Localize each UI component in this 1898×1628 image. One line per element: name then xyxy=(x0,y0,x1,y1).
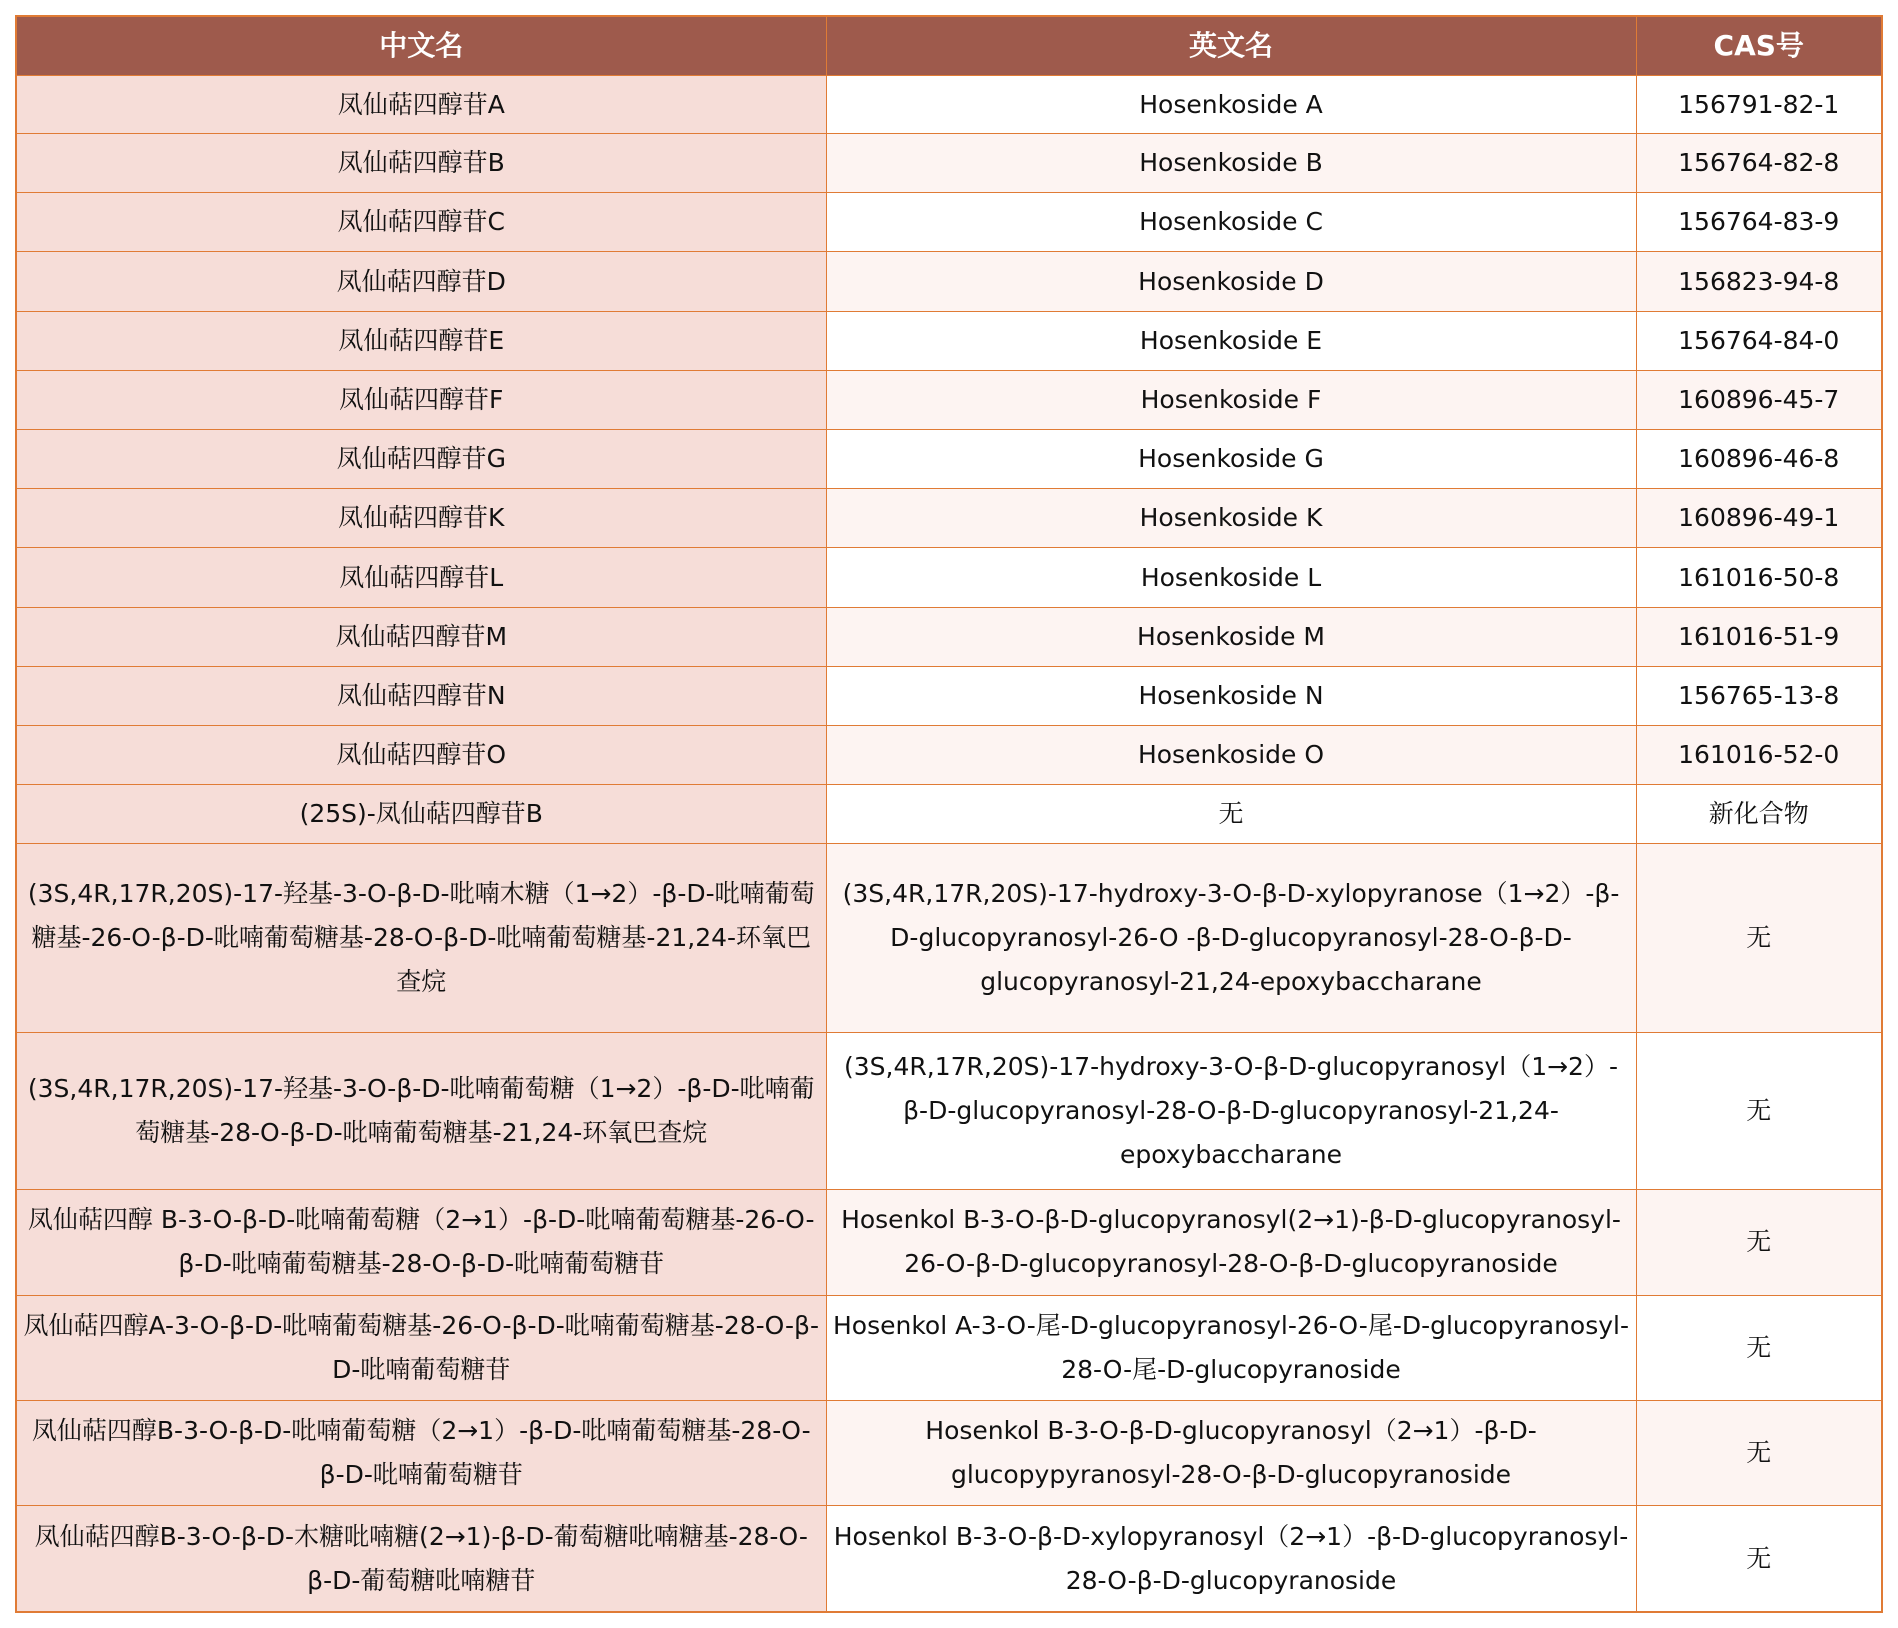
cas-number-cell: 156764-84-0 xyxy=(1636,311,1882,370)
cas-number-cell: 161016-52-0 xyxy=(1636,726,1882,785)
chinese-name-cell: 凤仙萜四醇苷O xyxy=(16,726,826,785)
cas-number-cell: 160896-46-8 xyxy=(1636,430,1882,489)
table-row xyxy=(16,252,1882,311)
english-name-cell: 无 xyxy=(826,785,1636,844)
cas-number-cell: 无 xyxy=(1636,844,1882,1032)
table-row xyxy=(16,666,1882,725)
table-row xyxy=(16,76,1882,134)
cas-number-cell: 160896-45-7 xyxy=(1636,370,1882,429)
chinese-name-cell: 凤仙萜四醇苷C xyxy=(16,193,826,252)
cas-number-cell: 无 xyxy=(1636,1506,1882,1612)
table-body xyxy=(16,76,1882,1613)
english-name-cell: Hosenkoside C xyxy=(826,193,1636,252)
table-row xyxy=(16,193,1882,252)
table-row xyxy=(16,726,1882,785)
chinese-name-cell: 凤仙萜四醇苷K xyxy=(16,489,826,548)
english-name-cell: Hosenkol B-3-O-β-D-glucopyranosyl（2→1）-β-D-glucopypyranosyl-28-O-β-D-glucopyranoside xyxy=(826,1401,1636,1506)
cas-number-cell: 156764-83-9 xyxy=(1636,193,1882,252)
chinese-name-cell: 凤仙萜四醇苷G xyxy=(16,430,826,489)
cas-number-cell: 156823-94-8 xyxy=(1636,252,1882,311)
cas-number-cell: 无 xyxy=(1636,1401,1882,1506)
cas-number-cell: 161016-51-9 xyxy=(1636,607,1882,666)
table-row xyxy=(16,548,1882,607)
english-name-cell: Hosenkol B-3-O-β-D-xylopyranosyl（2→1）-β-D-glucopyranosyl-28-O-β-D-glucopyranoside xyxy=(826,1506,1636,1612)
chinese-name-cell: 凤仙萜四醇苷F xyxy=(16,370,826,429)
chinese-name-cell: 凤仙萜四醇苷M xyxy=(16,607,826,666)
table-row xyxy=(16,1295,1882,1400)
header-cas-number: CAS号 xyxy=(1636,16,1882,76)
compound-table xyxy=(15,15,1883,1613)
chinese-name-cell: 凤仙萜四醇苷A xyxy=(16,76,826,134)
table-row xyxy=(16,844,1882,1032)
table-row xyxy=(16,311,1882,370)
cas-number-cell: 161016-50-8 xyxy=(1636,548,1882,607)
chinese-name-cell: 凤仙萜四醇B-3-O-β-D-木糖吡喃糖(2→1)-β-D-葡萄糖吡喃糖基-28-O-β-D-葡萄糖吡喃糖苷 xyxy=(16,1506,826,1612)
header-english-name: 英文名 xyxy=(826,16,1636,76)
table-row xyxy=(16,134,1882,193)
cas-number-cell: 无 xyxy=(1636,1190,1882,1295)
english-name-cell: Hosenkoside D xyxy=(826,252,1636,311)
header-row xyxy=(16,16,1882,76)
table-row xyxy=(16,607,1882,666)
chinese-name-cell: 凤仙萜四醇苷E xyxy=(16,311,826,370)
chinese-name-cell: 凤仙萜四醇苷D xyxy=(16,252,826,311)
chinese-name-cell: 凤仙萜四醇苷B xyxy=(16,134,826,193)
english-name-cell: Hosenkol A-3-O-尾-D-glucopyranosyl-26-O-尾-D-glucopyranosyl-28-O-尾-D-glucopyranoside xyxy=(826,1295,1636,1400)
english-name-cell xyxy=(826,1190,1636,1295)
chinese-name-cell: 凤仙萜四醇苷N xyxy=(16,666,826,725)
english-name-cell: Hosenkoside L xyxy=(826,548,1636,607)
english-name-cell: Hosenkoside N xyxy=(826,666,1636,725)
english-name-cell: Hosenkoside E xyxy=(826,311,1636,370)
chinese-name-cell: 凤仙萜四醇苷L xyxy=(16,548,826,607)
chinese-name-cell: (25S)-凤仙萜四醇苷B xyxy=(16,785,826,844)
table-header xyxy=(16,16,1882,76)
chinese-name-cell: 凤仙萜四醇 B-3-O-β-D-吡喃葡萄糖（2→1）-β-D-吡喃葡萄糖基-26-O-β-D-吡喃葡萄糖基-28-O-β-D-吡喃葡萄糖苷 xyxy=(16,1190,826,1295)
clipped-text: Hosenkol B-3-O-β-D-glucopyranosyl(2→1)-β-D-glucopyranosyl-26-O-β-D-glucopyranosyl-28-O-β-D-glucopyranoside xyxy=(841,1205,1621,1279)
cas-number-cell: 156765-13-8 xyxy=(1636,666,1882,725)
english-name-cell: Hosenkoside M xyxy=(826,607,1636,666)
english-name-cell: Hosenkoside G xyxy=(826,430,1636,489)
cas-number-cell: 新化合物 xyxy=(1636,785,1882,844)
table-row xyxy=(16,1032,1882,1189)
chinese-name-cell: (3S,4R,17R,20S)-17-羟基-3-O-β-D-吡喃葡萄糖（1→2）-β-D-吡喃葡萄糖基-28-O-β-D-吡喃葡萄糖基-21,24-环氧巴查烷 xyxy=(16,1032,826,1189)
chinese-name-cell: (3S,4R,17R,20S)-17-羟基-3-O-β-D-吡喃木糖（1→2）-β-D-吡喃葡萄糖基-26-O-β-D-吡喃葡萄糖基-28-O-β-D-吡喃葡萄糖基-21,24-环氧巴查烷 xyxy=(16,844,826,1032)
english-name-cell: Hosenkoside O xyxy=(826,726,1636,785)
english-name-cell: Hosenkoside B xyxy=(826,134,1636,193)
english-name-cell: Hosenkoside A xyxy=(826,76,1636,134)
table-row xyxy=(16,1401,1882,1506)
cas-number-cell: 156764-82-8 xyxy=(1636,134,1882,193)
english-name-cell: (3S,4R,17R,20S)-17-hydroxy-3-O-β-D-xylopyranose（1→2）-β-D-glucopyranosyl-26-O -β-D-glucopyranosyl-28-O-β-D-glucopyranosyl-21,24-epoxybaccharane xyxy=(826,844,1636,1032)
table-row xyxy=(16,785,1882,844)
header-chinese-name: 中文名 xyxy=(16,16,826,76)
cas-number-cell: 160896-49-1 xyxy=(1636,489,1882,548)
english-name-cell: (3S,4R,17R,20S)-17-hydroxy-3-O-β-D-glucopyranosyl（1→2）-β-D-glucopyranosyl-28-O-β-D-glucopyranosyl-21,24-epoxybaccharane xyxy=(826,1032,1636,1189)
table-row xyxy=(16,1506,1882,1612)
cas-number-cell: 无 xyxy=(1636,1295,1882,1400)
chinese-name-cell: 凤仙萜四醇B-3-O-β-D-吡喃葡萄糖（2→1）-β-D-吡喃葡萄糖基-28-O-β-D-吡喃葡萄糖苷 xyxy=(16,1401,826,1506)
table-row xyxy=(16,1190,1882,1295)
table-row xyxy=(16,430,1882,489)
chinese-name-cell: 凤仙萜四醇A-3-O-β-D-吡喃葡萄糖基-26-O-β-D-吡喃葡萄糖基-28-O-β-D-吡喃葡萄糖苷 xyxy=(16,1295,826,1400)
english-name-cell: Hosenkoside F xyxy=(826,370,1636,429)
table-row xyxy=(16,489,1882,548)
english-name-cell: Hosenkoside K xyxy=(826,489,1636,548)
cas-number-cell: 156791-82-1 xyxy=(1636,76,1882,134)
table-row xyxy=(16,370,1882,429)
cas-number-cell: 无 xyxy=(1636,1032,1882,1189)
